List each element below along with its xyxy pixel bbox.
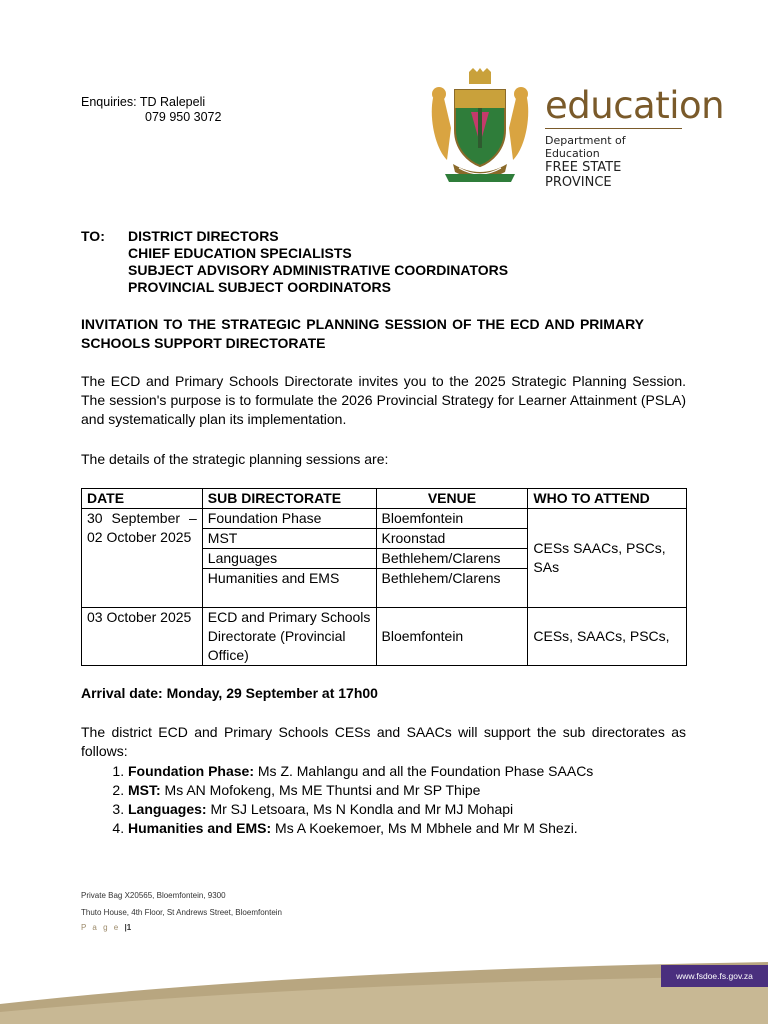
venue-cell: Bethlehem/Clarens — [376, 569, 528, 608]
sub-directorate-cell: Languages — [202, 549, 376, 569]
venue-cell: Bloemfontein — [376, 509, 528, 529]
support-list — [81, 762, 593, 838]
brand-province: FREE STATE PROVINCE — [545, 160, 622, 190]
support-label: Foundation Phase: — [128, 763, 254, 779]
brand-divider — [545, 128, 682, 129]
table-row — [82, 608, 687, 666]
sub-directorate-cell: ECD and Primary Schools Directorate (Provincial Office) — [202, 608, 376, 666]
recipient: CHIEF EDUCATION SPECIALISTS — [128, 245, 352, 261]
table-header-row — [82, 489, 687, 509]
to-label: TO: — [81, 228, 105, 244]
footer-address-2: Thuto House, 4th Floor, St Andrews Street, Bloemfontein — [81, 908, 282, 917]
attend-cell: CESs SAACs, PSCs, SAs — [528, 509, 687, 608]
venue-cell: Bloemfontein — [376, 608, 528, 666]
page-separator: | — [124, 923, 127, 932]
list-item — [128, 819, 593, 838]
recipient: PROVINCIAL SUBJECT OORDINATORS — [128, 279, 391, 295]
subject-heading: INVITATION TO THE STRATEGIC PLANNING SESSION OF THE ECD AND PRIMARY SCHOOLS SUPPORT DIRECTORATE — [81, 316, 644, 351]
date-cell: 03 October 2025 — [82, 608, 203, 666]
enquiries-phone: 079 950 3072 — [145, 110, 222, 124]
sub-directorate-cell: Foundation Phase — [202, 509, 376, 529]
enquiries-name: Enquiries: TD Ralepeli — [81, 95, 206, 109]
coat-of-arms-icon — [425, 68, 535, 186]
support-text: Ms Z. Mahlangu and all the Foundation Phase SAACs — [254, 763, 594, 779]
list-item — [128, 781, 593, 800]
enquiries-block — [81, 95, 221, 125]
brand-education: Education — [545, 146, 600, 160]
footer-address-1: Private Bag X20565, Bloemfontein, 9300 — [81, 891, 226, 900]
support-text: Ms A Koekemoer, Ms M Mbhele and Mr M Shezi. — [271, 820, 578, 836]
brand-word: education — [545, 84, 725, 127]
support-label: MST: — [128, 782, 161, 798]
recipient: DISTRICT DIRECTORS — [128, 228, 279, 244]
venue-cell: Kroonstad — [376, 529, 528, 549]
education-logo — [545, 84, 725, 190]
page-number-value: 1 — [126, 923, 132, 932]
recipients-block — [81, 228, 508, 296]
support-label: Languages: — [128, 801, 207, 817]
website-link[interactable]: www.fsdoe.fs.gov.za — [661, 965, 768, 987]
date-cell: 30 September – 02 October 2025 — [82, 509, 203, 608]
support-intro: The district ECD and Primary Schools CESs and SAACs will support the sub directorates as follows: — [81, 724, 686, 759]
table-row — [82, 509, 687, 529]
recipient: SUBJECT ADVISORY ADMINISTRATIVE COORDINATORS — [128, 262, 509, 278]
sessions-table — [81, 488, 687, 666]
page-label: P a g e — [81, 923, 121, 932]
arrival-date: Arrival date: Monday, 29 September at 17h00 — [81, 685, 378, 701]
brand-department: Department of — [545, 134, 626, 147]
footer-swoosh — [0, 960, 768, 1024]
attend-cell: CESs, SAACs, PSCs, — [528, 608, 687, 666]
header-sub-directorate: SUB DIRECTORATE — [202, 489, 376, 509]
header-who-to-attend: WHO TO ATTEND — [528, 489, 687, 509]
support-label: Humanities and EMS: — [128, 820, 272, 836]
details-intro: The details of the strategic planning sessions are: — [81, 451, 389, 467]
venue-cell: Bethlehem/Clarens — [376, 549, 528, 569]
support-text: Ms AN Mofokeng, Ms ME Thuntsi and Mr SP Thipe — [160, 782, 481, 798]
support-text: Mr SJ Letsoara, Ms N Kondla and Mr MJ Mohapi — [206, 801, 514, 817]
header-venue: VENUE — [376, 489, 528, 509]
intro-paragraph: The ECD and Primary Schools Directorate invites you to the 2025 Strategic Planning Session. The session's purpose is to formulate the 2026 Provincial Strategy for Learner Attainment (PSLA) and systematically plan its implementation. — [81, 373, 686, 427]
list-item — [128, 762, 593, 781]
sub-directorate-cell: Humanities and EMS — [202, 569, 376, 608]
sub-directorate-cell: MST — [202, 529, 376, 549]
header-date: DATE — [82, 489, 203, 509]
page-number — [81, 923, 131, 933]
list-item — [128, 800, 593, 819]
